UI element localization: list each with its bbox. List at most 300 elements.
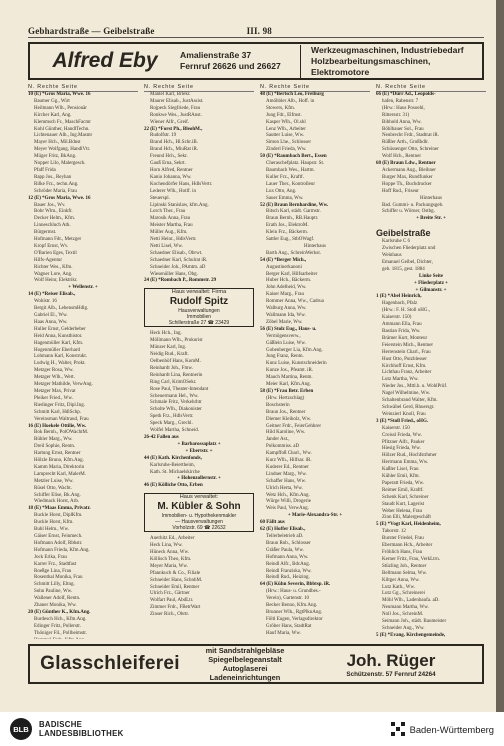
resident-entry: Huber Hch., Bäckerm. <box>266 278 312 284</box>
resident-entry: Baumbach Wes., Hartm. <box>266 167 315 173</box>
resident-entry: Reinhardt Lina, Rentnerin <box>150 372 203 378</box>
resident-entry: Ronkwe Wes., JustRAnst. <box>150 112 202 118</box>
resident-entry: Emanuel Geibel, Dichter, <box>382 259 433 265</box>
resident-entry: Wolf Heinr, Elektrikr. <box>34 278 78 284</box>
resident-entry: Neubrecht Frdr., Stadtrat iR. <box>382 133 439 139</box>
resident-entry: Thöniger Fil., Pollheimstr. <box>34 630 87 636</box>
resident-entry: Kunz Luise, Kunstschneiderin <box>266 361 327 367</box>
resident-entry: Hinterhaus <box>420 195 442 201</box>
resident-entry: Schenk Karl, Schreiner <box>382 494 429 500</box>
resident-entry: Rilke Frz., techn.Ang. <box>34 181 79 187</box>
resident-entry: Reindl Alfr., BdcAng. <box>266 561 311 567</box>
resident-entry: Schneider Hans, SchnhM. <box>150 577 203 583</box>
resident-entry: Zimmer Frdr., FBetrWart <box>150 605 201 611</box>
resident-entry: Meier Karl, Kfm.Ang. <box>266 382 311 388</box>
resident-entry: Gobenberger Lia, Kfm.Ang. <box>266 347 323 353</box>
ad-box-sub2: — Hausverwaltungen <box>175 519 223 526</box>
column-header: N. Rechte Seite <box>260 84 370 92</box>
resident-entry: Amöhbler Alb., Hoff. in <box>266 98 315 104</box>
resident-entry: Wolf Hch., Rentner <box>382 154 422 160</box>
resident-entry: Buckle Horst, DiplKfm. <box>34 513 83 519</box>
resident-entry: Ackermann Aug., Bleihner <box>382 167 436 173</box>
resident-entry: Hagenbach, Pfalz <box>382 301 418 307</box>
resident-entry: Lohmann Karl, Konstrukt. <box>34 354 88 360</box>
resident-entry: Speth Frz., HdlsVertr. <box>150 414 194 420</box>
resident-entry: Mauch Martina, Rentn. <box>266 375 313 381</box>
resident-entry: Meyer Wolfgang, HandlVtr. <box>34 147 91 153</box>
resident-entry: Zinser Rich., Obrtr. <box>150 612 190 618</box>
resident-entry: Roeßge Lina, Frau <box>34 568 72 574</box>
resident-entry: Schmitt Karl, HdlSchp. <box>34 409 81 415</box>
resident-entry: Kaiserstr. 150 <box>382 425 410 431</box>
resident-entry: Baumer Gg., Wirt <box>34 98 70 104</box>
resident-entry: Becker Benno, Kfm.Ang. <box>266 603 318 609</box>
house-entry: 44 (E) Kath. Kirchenfonds, <box>144 455 202 461</box>
state-name: Baden-Württemberg <box>409 723 494 735</box>
resident-entry: Kiltger Anna, Ww. <box>382 577 420 583</box>
resident-entry: Weinhaus <box>382 253 402 259</box>
resident-entry: Bergit Alb., LebensmHdlg. <box>34 306 89 312</box>
resident-entry: Bastian Frida, Ww. <box>382 329 421 334</box>
resident-entry: Fröhlich Hans, Frau <box>382 550 423 555</box>
resident-entry: Burger Max, Rundfunker <box>382 174 433 180</box>
resident-entry: Wagner Lore, Ang. <box>34 271 73 277</box>
resident-entry: Oelbenhöf Hans, KomM. <box>150 359 201 364</box>
resident-entry: Karrer Frz., Stadtfast <box>34 561 77 567</box>
resident-entry: Schaedner Elisab., Obrwt. <box>150 250 203 256</box>
resident-entry: Kircher Karl, Ang. <box>34 112 72 118</box>
resident-entry: Tellerbeletrieb aD. <box>266 534 304 539</box>
resident-entry: (Hrw.: F. H. Stoll oHG., <box>382 308 431 314</box>
resident-entry: Klein Frz., Bäckerm. <box>266 230 309 236</box>
resident-entry: Rose Paul, Theater-Intendant <box>150 386 209 392</box>
house-entry: 50 (E) *Raumbach Bert., Essen <box>260 154 327 160</box>
resident-entry: Reindl Franziska, Ww. <box>266 568 312 574</box>
resident-entry: + Fliederplatz + <box>413 280 449 286</box>
ad-business-type: Glasschleiferei <box>40 653 180 674</box>
resident-entry: Metzger Mathilde, VerwAng. <box>34 382 93 388</box>
resident-entry: Wiesenüller Hans, Obg. <box>150 271 198 277</box>
house-entry: 26-42 Fallen aus <box>144 434 179 440</box>
resident-entry: Weis Paul, VerwAng. <box>266 506 309 512</box>
resident-entry: Gauß Erna, Sekrt. <box>150 161 186 167</box>
house-entry: 10 (E) *Gros Maria, Wwe. 16 <box>28 92 91 97</box>
house-entry: 56 (E) Stolz Eug., Haus- u. <box>260 326 317 332</box>
resident-entry: Barth Aug., SchreinWerkst. <box>266 250 322 256</box>
resident-entry: Auerhitz Ed., Arbeiter <box>150 536 195 542</box>
house-entry: 1 (E) *Abel Heinrich, <box>376 294 422 300</box>
library-name-line1: BADISCHE <box>39 720 83 729</box>
resident-entry: Klemmsch Fr., MaschFacmr <box>34 119 91 125</box>
resident-entry: Bellmann Selma, Ww. <box>382 570 427 576</box>
resident-entry: Polkommiss. aD <box>266 444 300 450</box>
resident-entry: Wiedmack Horst, Arb. <box>34 499 80 505</box>
resident-entry: + Marie-Alexandra-Str. + <box>287 513 343 519</box>
resident-entry: Möhl Wlh., Ladenbaufa. aD. <box>382 598 440 604</box>
resident-entry: Rüßler Arth., Großhdlr. <box>382 140 429 146</box>
resident-entry: Karlsruhe C 6 <box>382 239 411 245</box>
house-entry: 54 (E) *Berger Mich., <box>260 257 307 263</box>
resident-entry: Brand Hch., MiuRat iR. <box>150 147 199 153</box>
resident-entry: hafen, Rabenstr. 7 <box>382 98 419 104</box>
resident-entry: Jung Fdr., Elfmst. <box>266 112 302 118</box>
resident-entry: Föltl Eugen, Verlagsdirektor <box>266 616 323 622</box>
house-entry: 66 (E) *Dürr Ad., Leopolds- <box>376 92 436 97</box>
resident-entry: Cheraschefplatz. Haupstr. St. <box>266 161 325 167</box>
resident-entry: Heck Lina, Ww. <box>150 543 183 549</box>
resident-entry: Pfitzner Alfr., Pauker <box>382 439 425 445</box>
resident-entry: (Hrw.: Haus Posoehl, <box>382 105 425 111</box>
resident-entry: Vereinsman Waltraud, Frau <box>34 416 89 422</box>
header-street-range: Gebhardstraße — Geibelstraße <box>28 25 155 36</box>
resident-entry <box>28 638 138 639</box>
resident-entry: Riedinger Fritz, Dipl.Ing. <box>34 402 85 408</box>
resident-entry: Rommer Anna, Ww., Cadrua <box>266 299 324 305</box>
resident-entry: Haas Anna, Ww. <box>34 319 68 325</box>
resident-entry: Schiffer Elise, Bk.Ang. <box>34 492 81 498</box>
resident-entry: Zinn Elli, Malergeschäft <box>382 515 431 521</box>
resident-entry: Staudt Kurt, Lagerist <box>382 501 425 507</box>
house-entry: 5 (E) *Evang. Kirchengemeinde, <box>376 632 446 638</box>
resident-entry: Lichtenauer Alb., Ing.Masmr <box>34 133 93 139</box>
resident-entry: Feierstein Mich., Rentner <box>382 342 434 348</box>
resident-entry: Edinger Fritz, Pollerstr. <box>34 623 81 629</box>
resident-entry: Reimer Emil, Kraftf. <box>382 487 424 493</box>
resident-entry: Jung Franz, Rentn. <box>266 354 304 360</box>
resident-entry: + Barbarossaplatz + <box>177 441 221 447</box>
resident-entry: Rapp Jos., Reyhan <box>34 174 72 180</box>
resident-entry: Walburg Anna, Ww. <box>266 306 307 312</box>
resident-entry: Erath Jos., ElektroM. <box>266 223 309 229</box>
resident-entry: Schmitt Lilly, Eltng. <box>34 582 75 588</box>
resident-entry: Hoff Rud., Friseur <box>382 188 419 194</box>
blb-logo[interactable] <box>10 718 124 740</box>
resident-entry: Rüsel Otto, Wacht. <box>34 485 72 491</box>
resident-entry: Hust Otto, Putzblesser <box>382 356 427 362</box>
resident-entry: Lindner Marg., Ww. <box>266 471 307 477</box>
resident-entry: Ebermann Hch., Arbeiter <box>382 543 433 549</box>
resident-entry: Linneschluch Ath. <box>34 223 71 229</box>
street-title: Geibelstraße <box>376 228 431 239</box>
resident-entry: Brunner Wlh., RgtPlknAng. <box>266 609 323 615</box>
resident-entry: John Adelheid, Ww. <box>266 285 307 291</box>
resident-entry: Weber Helena, Frau <box>382 508 422 514</box>
resident-entry: Pfannkuch & Co., Filiale <box>150 570 201 576</box>
resident-entry: Brand Hch., Hl.Schr.iB. <box>150 140 198 146</box>
resident-entry: Stüzling Joh., Rentner <box>382 563 427 569</box>
house-entry: 16 (E) Hoekele Ottilie, Ww. <box>28 423 87 429</box>
resident-entry: Sattler Eug., StbOWagf. <box>266 237 315 243</box>
resident-entry: Pfaff Frida <box>34 167 56 173</box>
resident-entry: Lutz Kath., Ww. <box>382 584 416 590</box>
resident-entry: Verein), Gartenstr. 10 <box>266 596 310 602</box>
resident-entry: Noll Jos., SchreinM. <box>382 612 424 618</box>
directory-column-4 <box>376 84 486 639</box>
resident-entry: Decker Helm., Kfm. <box>34 216 75 222</box>
resident-entry: Metzger Rosa, Ww. <box>34 368 74 374</box>
resident-entry: Kaßler Lisel, Frau <box>382 467 419 473</box>
house-entry: 22 (E) *Forst Ph., BleohM., <box>144 126 203 132</box>
resident-entry: Pleiker Fried., Ww. <box>34 395 73 401</box>
resident-entry: Buckle Horst, Kfm. <box>34 520 74 526</box>
resident-entry: Heck Hch., Ing. <box>150 331 182 337</box>
resident-entry: Böhlbauer Sol., Frau <box>382 126 424 132</box>
bw-logo[interactable] <box>391 722 494 736</box>
resident-entry: Müger Fritz, BkAng. <box>34 154 77 160</box>
resident-entry: Jock Erika, Frau <box>34 554 67 560</box>
resident-entry: Stowers, Kfm. <box>266 105 296 111</box>
resident-entry: Sauer Emma, Ww. <box>266 195 304 201</box>
ad-box-top: Haus verwaltet: <box>179 494 219 501</box>
blb-logo-icon: BLB <box>10 718 32 740</box>
resident-entry: Karlsruhe-Beiertheim, <box>150 462 195 468</box>
resident-entry: Hölzle Bruno, Kfm.Ang. <box>34 458 84 464</box>
resident-entry: Wiener Alfr., Greif. <box>150 119 190 125</box>
resident-entry: Hofmann Anna, Ww. <box>266 554 309 560</box>
resident-entry: Netti Heinr., HdlsVertr. <box>150 237 197 243</box>
resident-entry: Nagel Wilhelmine, Ww. <box>382 391 431 397</box>
resident-entry: Seimann Joh., städt. Baumeister <box>382 619 447 625</box>
resident-entry: Hüneck Anna, Ww. <box>150 550 190 556</box>
resident-entry: Rosenthal Monika, Frau <box>34 575 83 581</box>
house-entry: 60 Fällt aus <box>260 520 285 526</box>
resident-entry: Boschsterin <box>266 402 290 408</box>
resident-entry: Gäiser Ernst, Feinmech. <box>34 534 83 539</box>
resident-entry: Netti Lisel, Ww. <box>150 243 183 249</box>
resident-entry: Maurer Elisab., JustAssist. <box>150 98 204 104</box>
resident-entry: Meyer Maria, Ww. <box>150 563 188 569</box>
resident-entry: Sohn Pauline, Ww. <box>34 589 73 595</box>
resident-entry: Diemer Kleiholz, Ww. <box>266 416 312 422</box>
resident-entry: Sautter Luise, Ww. <box>266 133 305 139</box>
ad-box-box2 <box>144 493 254 532</box>
resident-entry: Wolfart Paul, AbdLtr. <box>150 598 194 604</box>
resident-entry: Brämer Kurt, Monteur <box>382 335 428 341</box>
house-entry: 24 (E) *Rombach P., Rommstr. 29 <box>144 278 217 284</box>
resident-entry: Gröber Hans, StadtRat <box>266 623 312 629</box>
resident-entry: Heid Anna, Kunsthistor. <box>34 333 83 339</box>
resident-entry: Freund Hch., Sekr. <box>150 154 188 160</box>
resident-entry: Kunze Jos., Pfeamt. iR. <box>266 368 314 374</box>
resident-entry: Kampffoß Charl., Ww. <box>266 451 312 457</box>
resident-entry: Horn Alfred, Rentner <box>150 167 193 173</box>
resident-entry: Weinzierl Knoll, Frau <box>382 411 426 417</box>
resident-entry: Kurz Wlh., Hilfsar. iR. <box>266 458 312 464</box>
header-page-number: III. 98 <box>246 25 272 36</box>
resident-entry: Taborstr. 12 <box>382 529 406 535</box>
resident-entry: Lenz Wlh., Arbeiter <box>266 126 306 132</box>
resident-entry: Bühler Marg., Ww. <box>34 437 73 443</box>
resident-entry: Kochendörfer Hans, HdlsVertr. <box>150 181 213 187</box>
resident-entry: Braun Bernh., RB.Hauptr. <box>266 216 319 222</box>
resident-entry: Hauf Maria, Ww. <box>266 630 301 636</box>
resident-entry: Schüssenger Otto, Schreiner <box>382 147 439 153</box>
resident-entry: Münzer Karl, Ing. <box>150 345 187 351</box>
resident-entry: Lutz Martha, Ww. <box>382 377 419 383</box>
resident-entry: Zinderl Frieda, Ww. <box>266 147 307 153</box>
resident-entry: Rojpeck Siegfriede, Frau <box>150 105 201 111</box>
house-entry: 20 (E) Günther K., Kfm.Ang. <box>28 609 91 615</box>
house-entry: 68 (E) Braun Ldw., Rentner <box>376 161 436 167</box>
ad-box-box1 <box>144 288 254 327</box>
directory-columns <box>28 84 484 639</box>
resident-entry: Burdesch Hch., Kfm.Ang. <box>34 616 87 622</box>
resident-entry: Zhaner Monika, Ww. <box>34 603 77 609</box>
house-entry: 48 (E) *Bertsch Leo, Freiburg <box>260 92 324 97</box>
ad-description: Werkzeugmaschinen, Industriebedarf Holzbearbeitungsmaschinen, Elektromotore <box>300 45 482 78</box>
resident-entry: Schmale Fritz, Verkehrhtr <box>150 400 202 406</box>
resident-entry: Gabriel El., Ww. <box>34 313 68 318</box>
house-entry: 3 (E) *Stoll Fried., oHG. <box>376 418 429 424</box>
resident-entry: Lederer Wlh., Hotlf. in <box>150 188 197 194</box>
resident-entry: Schneider Joh., PAmtm. aD <box>150 264 206 270</box>
resident-entry: Hofmann Adolf, Rbhstr. <box>34 540 83 546</box>
resident-entry: Burster Friedel, Frau <box>382 536 424 542</box>
resident-entry: Bitsch Karl, städt. Garmstr. <box>266 209 321 215</box>
resident-entry: Gräßer Paula, Ww. <box>266 547 304 553</box>
directory-column-1 <box>28 84 138 639</box>
resident-entry: Hinterhaus <box>304 243 326 249</box>
resident-entry: Braun Jos., Rentner <box>266 409 306 415</box>
resident-entry: Hiesig Frieda, Ww. <box>382 446 421 452</box>
resident-entry: + Gilmanstr. + <box>415 287 447 293</box>
resident-entry: Ammann Ella, Frau <box>382 322 422 328</box>
resident-entry: Wohlstr. 16 <box>34 299 57 305</box>
resident-entry: + Wellenstr. + <box>68 285 98 291</box>
resident-entry: Bad. Gummi- u. Packungsgeb. <box>382 202 444 208</box>
resident-entry: Kaiserstr. 150) <box>382 315 412 321</box>
resident-entry: Zwischen Fliederplatz und <box>382 246 436 252</box>
resident-entry: Reinhardt Joh., Fmw. <box>150 365 193 371</box>
resident-entry: Hild Karoline, Ww. <box>266 430 306 436</box>
resident-entry: Hoppe Th., Buchdrucker <box>382 181 432 187</box>
ad-box-addr: Vorholzstr. 69 ☎ 22632 <box>172 525 226 532</box>
resident-entry: Zöbel Marie, Ww. <box>266 319 303 325</box>
house-entry: 52 (E) Braun Bernhardine, Ww. <box>260 202 329 208</box>
resident-entry: Dreil Sophie, Rentn. <box>34 444 76 450</box>
resident-entry: Kuderer Ed., Rentner <box>266 464 309 470</box>
resident-entry: Rittersstr. 31) <box>382 112 410 118</box>
resident-entry: Vermögensverw., <box>266 333 301 339</box>
resident-entry: Huller Ernst, Gelderbeber <box>34 326 86 332</box>
resident-entry: Bok Bernh., PolOWachtM. <box>34 430 89 436</box>
resident-entry: Kaiser Marg., Frau <box>266 292 304 298</box>
resident-entry: Schaffer Hans, Ww. <box>266 478 307 484</box>
resident-entry: geb. 1815, gest. 1884 <box>382 266 425 272</box>
resident-entry: + Hohenzollernstr. + <box>177 476 221 482</box>
resident-entry: Hartung Ernst, Rentner <box>34 451 81 457</box>
resident-entry: Hofmann Frieda, Kfm.Ang. <box>34 547 90 553</box>
ad-box-sub1: Immobilien- u. Hypothekenmakler <box>161 513 237 520</box>
resident-entry: Hagenmüller Karl, Kfm. <box>34 340 84 346</box>
ad-box-sub2: Immobilien <box>186 314 212 321</box>
resident-entry: (Hrw.: Haus- u. Grundbes.- <box>266 589 321 595</box>
resident-entry: Ludwig H., Walter, Prokt. <box>34 361 86 367</box>
resident-entry: Schaltenbrand Walter, Kfm. <box>382 398 438 404</box>
resident-entry: Buhl Helm., Ww. <box>34 527 69 533</box>
house-entry: 12 (E) *Gros Maria, Wwe. 16 <box>28 195 91 201</box>
resident-entry: Ulrich Frz., Gärtner <box>150 591 190 597</box>
resident-entry: Lutz Gg., Schreinerei <box>382 591 426 597</box>
directory-column-2 <box>144 84 254 639</box>
advertisement-top <box>28 42 484 80</box>
house-entry: 58 (E) *Frau Betr. Erben <box>260 388 314 394</box>
resident-entry: Schiffer u. Wörner, Ostbg. <box>382 209 435 215</box>
footer-bar <box>0 712 504 746</box>
resident-entry: Hölzer Rud., Hochfstrhmer <box>382 453 437 459</box>
ad-box-sub1: Hausverwaltungen <box>178 308 220 315</box>
resident-entry: Richter Wes., Kfm. <box>34 264 73 270</box>
resident-entry: Kamm Maria, Direktorin <box>34 464 85 470</box>
resident-entry: Braun Rob., Schlosser <box>266 540 311 546</box>
resident-entry: Jander Ast., <box>266 437 290 443</box>
resident-entry: Schwäbel Gerd, Rhuersgr. <box>382 404 435 410</box>
ad-owner: Joh. Rüger Schützenstr. 57 Fernruf 24264 <box>346 650 436 678</box>
resident-entry: Lipinski Stanislaw, kfm.Ang. <box>150 202 209 208</box>
resident-entry: Kath. St. Michaelskirche <box>150 469 200 475</box>
resident-entry: Metzger Wlh., Wert. <box>34 375 75 381</box>
column-header: N. Rechte Seite <box>144 84 254 92</box>
resident-entry: Lamprecht Karl, MalerM. <box>34 471 86 477</box>
resident-entry: Hogenmüller Eberhard <box>34 347 80 353</box>
resident-entry: Köllisch Theo, Kfm. <box>150 556 192 562</box>
resident-entry: Speck Marg., Grechl. <box>150 421 193 427</box>
ad-box-name: Rudolf Spitz <box>169 296 229 308</box>
ad-box-addr: Schillerstraße 27 ☎ 23429 <box>168 320 230 327</box>
resident-entry: Herrmann Emma, Ww. <box>382 460 429 466</box>
resident-entry: Metzler Luise, Ww. <box>34 478 74 484</box>
resident-entry: Kühler Emil, Kfm. <box>382 474 420 480</box>
resident-entry: Schröder Maria, Frau <box>34 188 77 194</box>
resident-entry: Ulrich Herta, Ww. <box>266 485 303 491</box>
resident-entry: Nopper Lilo, Malergesch. <box>34 161 86 167</box>
bw-state-icon <box>391 722 405 736</box>
resident-entry: Reindl Rud., Heizing. <box>266 575 310 581</box>
resident-entry: Schneider Emil, Rentner <box>150 584 200 590</box>
resident-entry: Herrenstein Charl., Frau <box>382 349 431 355</box>
resident-entry: Lux Otto, Ang. <box>266 188 297 194</box>
resident-entry: Schneider Aug., Ww. <box>382 625 425 631</box>
column-header: N. Rechte Seite <box>376 84 486 92</box>
resident-entry: Mayer Hch., Mil.Bdnst <box>34 140 81 146</box>
resident-entry: Geitner Frdr., FeierGehhrer <box>266 423 321 429</box>
resident-entry: Steuerspl. <box>150 195 170 201</box>
resident-entry: Schaedner Karl, Schulrat iR. <box>150 257 208 263</box>
resident-entry: Rudolfstr. 19 <box>150 133 177 139</box>
resident-entry: Kerner Fritz, Frau, VerkLtrn. <box>382 556 440 562</box>
resident-entry: Neidig Rud., Kraft. <box>150 352 189 358</box>
ad-services: mit Sandstrahlgebläse Spiegelbelegeanstalt Autoglaserei Ladeneinrichtungen <box>205 646 285 682</box>
ad-box-top: Haus verwaltet: Firma <box>171 289 227 296</box>
resident-entry: Wallener Adolf, Rentn. <box>34 596 81 602</box>
resident-entry: Gäßlein Luise, Ww. <box>266 340 306 346</box>
resident-entry: Kohl Günther, HandlTechn. <box>34 126 90 132</box>
resident-entry: Ring Carl, KrimOSekr. <box>150 379 197 385</box>
resident-entry: Kirchhoff Ernst, Kfm. <box>382 363 427 369</box>
resident-entry: Wolfel Martha, Schneid. <box>150 428 200 434</box>
resident-entry: Simon Lhe., Schlosser <box>266 140 311 146</box>
house-entry: 18 (E) *Maas Emma, Privatr. <box>28 506 91 512</box>
resident-entry: Meister Martha, Frau <box>150 223 193 229</box>
scan-edge <box>496 0 504 712</box>
house-entry: 46 (E) Kölliche Otto, Erben <box>144 483 203 489</box>
house-entry: 5 (E) *Vogt Karl, Heidenheim, <box>376 522 441 528</box>
resident-entry: Mantel Karl, Brlekr. <box>150 92 191 97</box>
resident-entry: Scheuermann Hel., Ww. <box>150 393 199 399</box>
resident-entry: Lorch Ther., Frau <box>150 209 186 215</box>
resident-entry: Bibhold Anna, Ww. <box>382 119 422 125</box>
advertisement-bottom <box>28 644 484 684</box>
